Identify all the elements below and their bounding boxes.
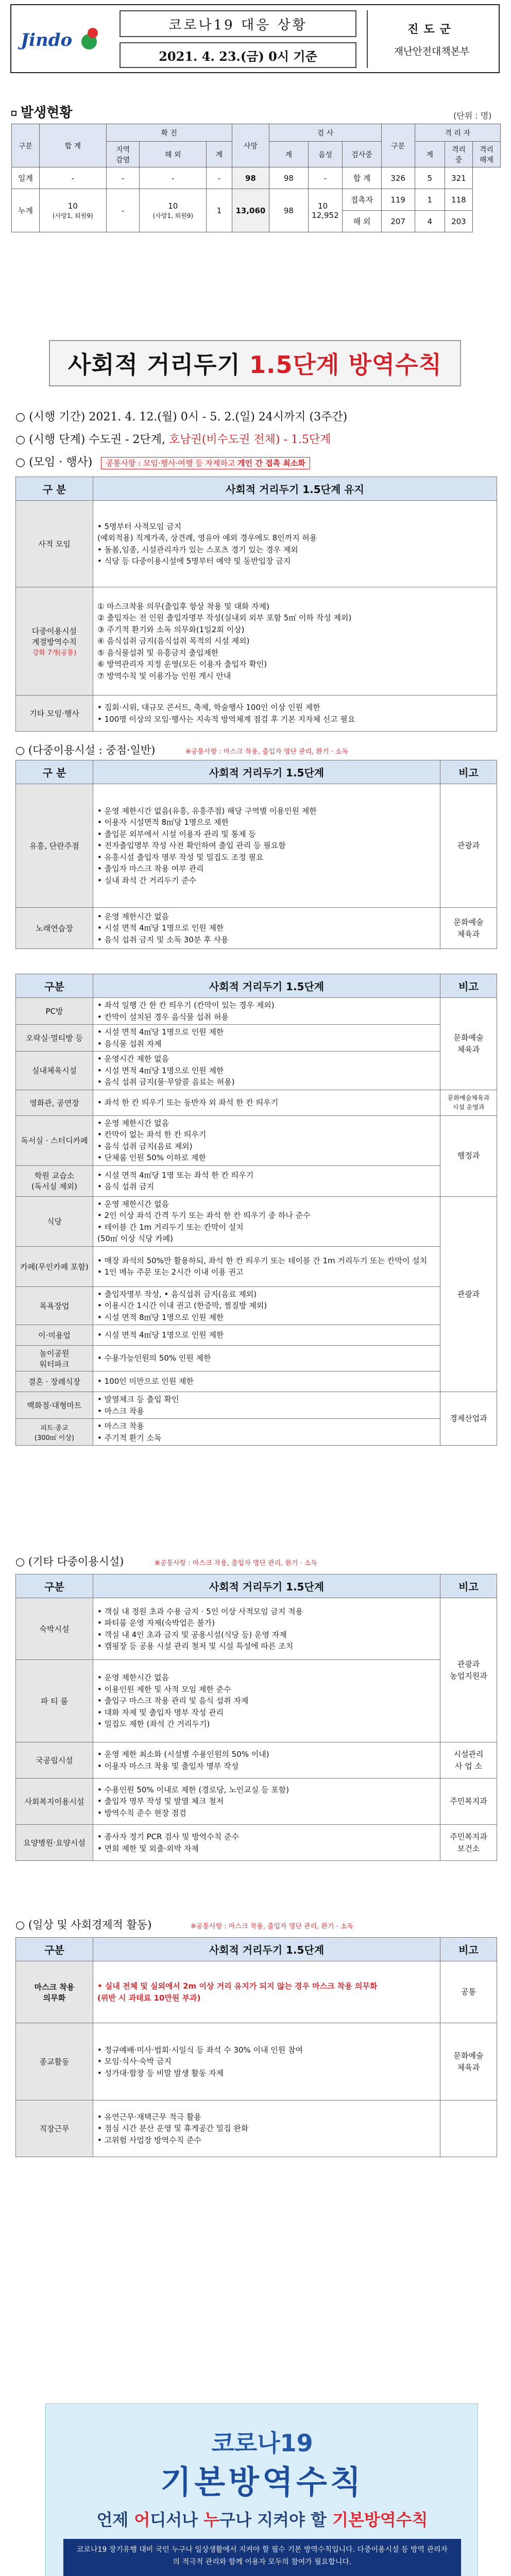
organization [367,10,496,68]
other-section-note: ※공통사항 : 마스크 착용, 출입자 명단 관리, 환기 · 소독 [155,1560,318,1567]
logo-text: Jindo [21,30,73,50]
other-section-title: ○ (기타 다중이용시설) [15,1555,124,1568]
daily-activity-table: 구분 사회적 거리두기 1.5단계 비고 마스크 착용 의무화 • 실내 전체 및 실외에서 2m 이상 거리 유지가 되지 않는 경우 마스크 착용 의무화 (위반 시 과태료 10만원 부과) 공통 종교활동 • 정규예배·미사·법회·시일식 등 좌석 수 30% 이내 인원 참여 • 모임·식사·숙박 금지 • 성가대·합창 등 비말 발생 활동 자제 문화예술 체육과 직장근무 • 유연근무·재택근무 적극 활용 • 점심 시간 분산 운영 및 휴게공간 밀집 완화 • 고위험 사업장 방역수칙 준수 [15,1937,497,2157]
org-name: 진도군 [407,23,456,36]
report-title: 코로나19 대응 상황 [120,10,356,37]
poster-subtitle: 언제 어디서나 누구나 지켜야 할 기본방역수칙 [96,2510,428,2530]
logo-red-dot-icon [88,28,98,38]
status-section-title: 발생현황 [11,102,72,121]
common-rules-table: 구 분 사회적 거리두기 1.5단계 유지 사적 모임 • 5명부터 사적모임 금지 (예외적용) 직계가족, 상견례, 영유아 예외 경우에도 8인까지 허용 • 돌봄,임종, 시설관리자가 있는 스포츠 경기 있는 경우 제외 • 식당 등 다중이용시설에 5명부터 예약 및 동반입장 금지 다중이용시설 계절방역수칙 강화 7개(공통) ① 마스크착용 의무(출입후 항상 착용 및 대화 자제) ② 출입자는 전 인원 출입자명부 작성(실내외 외부 포함 5㎡ 이하 작성 제외) ③ 주기적 환기와 소독 의무화(1일2회 이상) ④ 음식섭취 금지(음식섭취 목적의 시설 제외) ⑤ 음식물섭취 및 유흥금지 출입제한 ⑥ 방역관리자 지정 운영(모든 이용자 출입자 확인) ⑦ 방역수칙 및 이용가능 인원 게시 안내 기타 모임·행사 • 집회·시위, 대규모 콘서트, 축제, 학술행사 100인 이상 인원 제한 • 100명 이상의 모임·행사는 지속적 방역체계 점검 후 기본 지자체 신고 필요 [15,477,497,732]
multi-facility-table: 구 분 사회적 거리두기 1.5단계 비고 유흥, 단란주점 • 운영 제한시간 없음(유흥, 유흥주점) 해당 구역별 이용인원 제한 • 이용자 시설면적 8㎡당 1명으로 제한 • 출입문 외부에서 시설 이용자 관리 및 통제 등 • 전자출입명부 작성 사전 확인하여 출입 관리 등 필요함 • 유흥시설 출입자 명부 작성 및 밀집도 조정 필요 • 출입자 마스크 착용 여부 관리 • 실내 좌석 간 거리두기 준수 관광과 노래연습장 • 운영 제한시간 없음 • 시설 면적 4㎡당 1명으로 인원 제한 • 음식 섭취 금지 및 소독 30분 후 사용 문화예술 체육과 [15,760,497,949]
row-label: 일계 [12,167,40,189]
daily-section-title: ○ (일상 및 사회경제적 활동) [15,1919,152,1931]
general-facility-table: 구분 사회적 거리두기 1.5단계 비고 PC방 • 좌석 일행 간 한 칸 띄우기 (칸막이 있는 경우 제외) • 칸막이 설치된 경우 음식물 섭취 허용 문화예술 체육과 오락실·멀티방 등 • 시설 면적 4㎡당 1명으로 인원 제한 • 음식물 섭취 자제 실내체육시설 • 운영시간 제한 없음 • 시설 면적 4㎡당 1명으로 인원 제한 • 음식 섭취 금지(물·무알콜 음료는 허용) 영화관, 공연장 • 좌석 한 칸 띄우기 또는 동반자 외 좌석 한 칸 띄우기 문화예술체육과 시설 운영과 독서실 · 스터디카페 • 운영 제한시간 없음 • 칸막이 없는 좌석 한 칸 띄우기 • 음식 섭취 금지(음료 제외) • 단체룸 인원 50% 이하로 제한 행정과 학원 교습소 (독서실 제외) • 시설 면적 4㎡당 1명 또는 좌석 한 칸 띄우기 • 음식 섭취 금지 식당 • 운영 제한시간 없음 • 2인 이상 좌석 간격 두기 또는 좌석 한 칸 띄우기 중 하나 준수 • 테이블 간 1m 거리두기 또는 칸막이 설치 (50㎡ 이상 식당 카페) 관광과 카페(무인카페 포함) • 매장 좌석의 50%만 활용하되, 좌석 한 칸 띄우기 또는 테이블 간 1m 거리두기 또는 칸막이 설치 • 1인 메뉴 주문 또는 2시간 이내 이용 권고 목욕장업 • 출입자명부 작성, • 음식섭취 금지(음료 제외) • 이용시간 1시간 이내 권고 (한증막, 찜질방 제외) • 시설 면적 8㎡당 1명으로 인원 제한 이·미용업 • 시설 면적 4㎡당 1명으로 인원 제한 놀이공원 워터파크 • 수용가능인원의 50% 인원 제한 결혼 · 장례식장 • 100인 미만으로 인원 제한 백화점·대형마트 • 발열체크 등 출입 확인 • 마스크 착용 경제산업과 피트·종교 (300㎡ 이상) • 마스크 착용 • 주기적 환기 소독 [15,974,497,1446]
multi-section-note: ※공통사항 : 마스크 착용, 출입자 명단 관리, 환기 · 소독 [185,748,349,756]
other-facility-table: 구분 사회적 거리두기 1.5단계 비고 숙박시설 • 객실 내 정원 초과 수용 금지 · 5인 이상 사적모임 금지 적용 • 파티룸 운영 자제(숙박업은 불가) • 객실 내 4인 초과 금지 및 공용시설(식당 등) 운영 자제 • 캠핑장 등 공용 시설 관리 철저 및 시설 특성에 따른 조치 관광과 농업지원과 파 티 룸 • 운영 제한시간 없음 • 이용인원 제한 및 사적 모임 제한 준수 • 출입구 마스크 착용 관리 및 음식 섭취 자제 • 대화 자제 및 출입자 명부 작성 관리 • 밀집도 제한 (좌석 간 거리두기) 국공립시설 • 운영 제한 최소화 (시설별 수용인원의 50% 이내) • 이용자 마스크 착용 및 출입자 명부 작성 시설관리 사 업 소 사회복지이용시설 • 수용인원 50% 이내로 제한 (경로당, 노인교실 등 포함) • 출입자 명부 작성 및 발열 체크 철저 • 방역수칙 준수 현장 점검 주민복지과 요양병원·요양시설 • 종사자 정기 PCR 검사 및 방역수칙 준수 • 면회 제한 및 외출·외박 자제 주민복지과 보건소 [15,1574,497,1861]
multi-section-title: ○ (다중이용시설 : 중점·일반) [15,744,156,756]
poster-title-covid: 코로나19 [211,2429,313,2457]
jindo-logo [15,21,113,62]
policy-banner: 사회적 거리두기 1.5단계 방역수칙 [49,340,461,386]
poster-title-main: 기본방역수칙 [160,2463,364,2501]
org-department: 재난안전대책본부 [394,46,470,57]
poster-description: 코로나19 장기유행 대비 국민 누구나 일상생활에서 지켜야 할 필수 기본 방역수칙입니다. 다중이용시설 등 방역 관리자의 적극적 관리와 함께 이용자 모두의 참여가 필요합니다. [63,2539,461,2576]
daily-section-note: ※공통사항 : 마스크 착용, 출입자 명단 관리, 환기 · 소독 [191,1923,354,1930]
unit-label: (단위 : 명) [453,111,492,121]
report-date: 2021. 4. 23.(금) 0시 기준 [120,42,356,68]
basic-rules-poster [45,2403,478,2576]
period-line: ○ (시행 기간) 2021. 4. 12.(월) 0시 - 5. 2.(일) 24시까지 (3주간) [15,411,348,423]
square-bullet-icon [11,111,16,116]
gathering-line: ○ (모임 · 행사) 공통사항 : 모임·행사·여행 등 자제하고 개인 간 접촉 최소화 [15,453,310,469]
status-table: 구분 합 계 확 진 사망 검 사 구분 격 리 자 지역 감염 해 외 계 계 음성 검사중 계 격리 중 격리 해제 일계 - - - - 98 98 - 합 계 326 5 321 누계 10 (사망1, 퇴원9) - 10 (사망1, 퇴원9) 1 13,060 98 10 12,952 접촉자 119 1 118 해 외 207 4 203 [11,124,501,232]
stage-line: ○ (시행 단계) 수도권 - 2단계, 호남권(비수도권 전체) - 1.5단계 [15,433,331,446]
report-header [10,4,500,73]
